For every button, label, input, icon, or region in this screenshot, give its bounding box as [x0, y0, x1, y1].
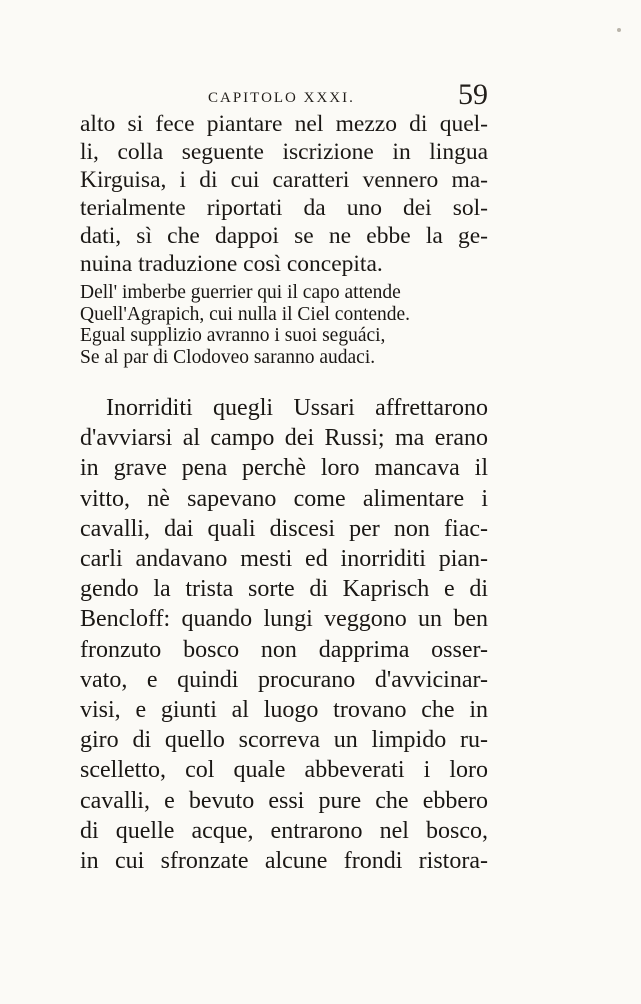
page-number: 59	[458, 78, 488, 111]
text-line: alto si fece piantare nel mezzo di quel-	[80, 111, 488, 137]
text-line: in grave pena perchè loro mancava il	[80, 455, 488, 482]
text-line: di quelle acque, entrarono nel bosco,	[80, 817, 488, 844]
text-line: Kirguisa, i di cui caratteri vennero ma-	[80, 167, 488, 193]
text-line: vitto, nè sapevano come alimentare i	[80, 485, 488, 512]
text-line: d'avviarsi al campo dei Russi; ma erano	[80, 425, 488, 452]
text-line: in cui sfronzate alcune frondi ristora-	[80, 848, 488, 875]
text-line: visi, e giunti al luogo trovano che in	[80, 697, 488, 724]
text-line: nuina traduzione così concepita.	[80, 251, 383, 277]
text-line: vato, e quindi procurano d'avvicinar-	[80, 666, 488, 693]
text-line: Bencloff: quando lungi veggono un ben	[80, 606, 488, 633]
text-line: gendo la trista sorte di Kaprisch e di	[80, 576, 488, 603]
paragraph-continuation	[80, 110, 488, 278]
text-line: cavalli, e bevuto essi pure che ebbero	[80, 787, 488, 814]
text-line: terialmente riportati da uno dei sol-	[80, 195, 488, 221]
text-line: fronzuto bosco non dapprima osser-	[80, 636, 488, 663]
verse-line: Dell' imberbe guerrier qui il capo attende	[80, 282, 401, 303]
text-line: giro di quello scorreva un limpido ru-	[80, 727, 488, 754]
paragraph-main	[80, 393, 488, 876]
text-line: scelletto, col quale abbeverati i loro	[80, 757, 488, 784]
text-line: cavalli, dai quali discesi per non fiac-	[80, 515, 488, 542]
verse-line: Se al par di Clodoveo saranno audaci.	[80, 346, 376, 368]
verse-inscription	[80, 282, 488, 368]
verse-line: Egual supplizio avranno i suoi seguáci,	[80, 325, 386, 346]
page-speck	[617, 28, 621, 32]
page-header	[78, 78, 488, 114]
text-line: carli andavano mesti ed inorriditi pian-	[80, 546, 488, 573]
verse-line: Quell'Agrapich, cui nulla il Ciel contende.	[80, 303, 411, 325]
text-line: dati, sì che dappoi se ne ebbe la ge-	[80, 223, 488, 249]
text-line: li, colla seguente iscrizione in lingua	[80, 139, 488, 165]
running-head: CAPITOLO XXXI.	[208, 90, 355, 106]
text-line: Inorriditi quegli Ussari affrettarono	[106, 395, 488, 421]
